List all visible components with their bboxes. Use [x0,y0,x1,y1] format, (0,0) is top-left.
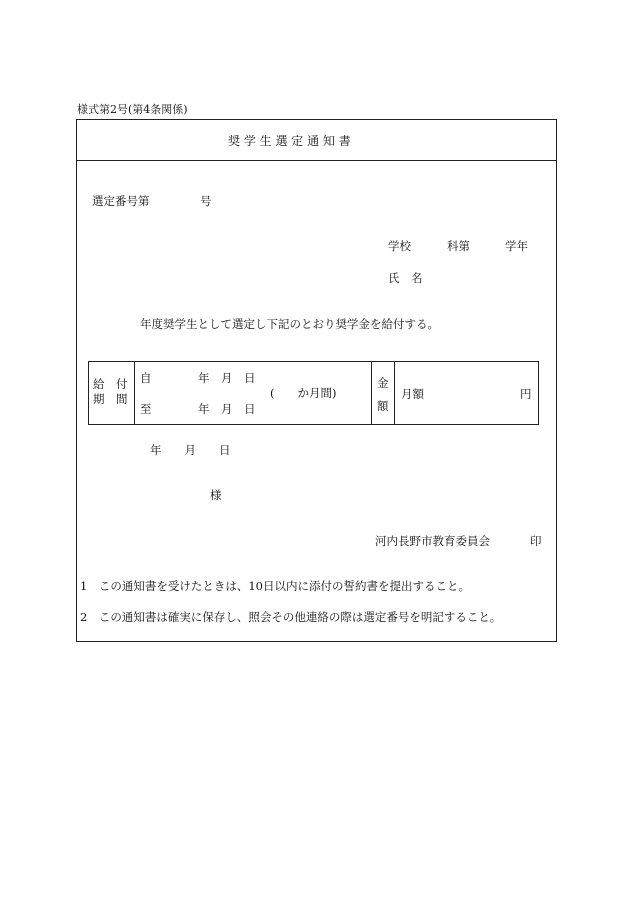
grade-label: 学年 [505,239,528,253]
months-count: ( か月間) [270,386,337,400]
course-label: 科第 [447,239,470,253]
honorific: 様 [210,488,222,502]
note-item: 2 この通知書は確実に保存し、照会その他連絡の際は選定番号を明記すること。 [80,610,502,624]
document-title: 奨 学 生 選 定 通 知 書 [228,134,351,148]
period-label-bottom: 期 間 [93,392,128,406]
selection-number-prefix: 選定番号第 [92,194,150,208]
table-divider [134,362,135,424]
body-text: 年度奨学生として選定し下記のとおり奨学金を給付する。 [140,317,439,331]
title-divider [77,160,556,161]
table-divider [371,362,372,424]
issue-date: 年 月 日 [150,443,231,457]
from-label: 自 [140,371,152,385]
yen-label: 円 [520,387,532,401]
note-item: 1 この通知書を受けたときは、10日以内に添付の誓約書を提出すること。 [80,579,470,593]
table-divider [394,362,395,424]
selection-number-suffix: 号 [200,194,212,208]
amount-label-top: 金 [377,376,389,390]
name-label: 氏 名 [388,271,423,285]
school-label: 学校 [388,239,411,253]
form-label: 様式第2号(第4条関係) [77,103,188,116]
to-label: 至 [140,402,152,416]
seal-mark: 印 [530,534,542,548]
monthly-amount-label: 月額 [401,387,424,401]
period-label-top: 給 付 [93,377,128,391]
issuer-name: 河内長野市教育委員会 [375,534,490,548]
to-date: 年 月 日 [198,402,256,416]
amount-label-bottom: 額 [377,399,389,413]
from-date: 年 月 日 [198,371,256,385]
